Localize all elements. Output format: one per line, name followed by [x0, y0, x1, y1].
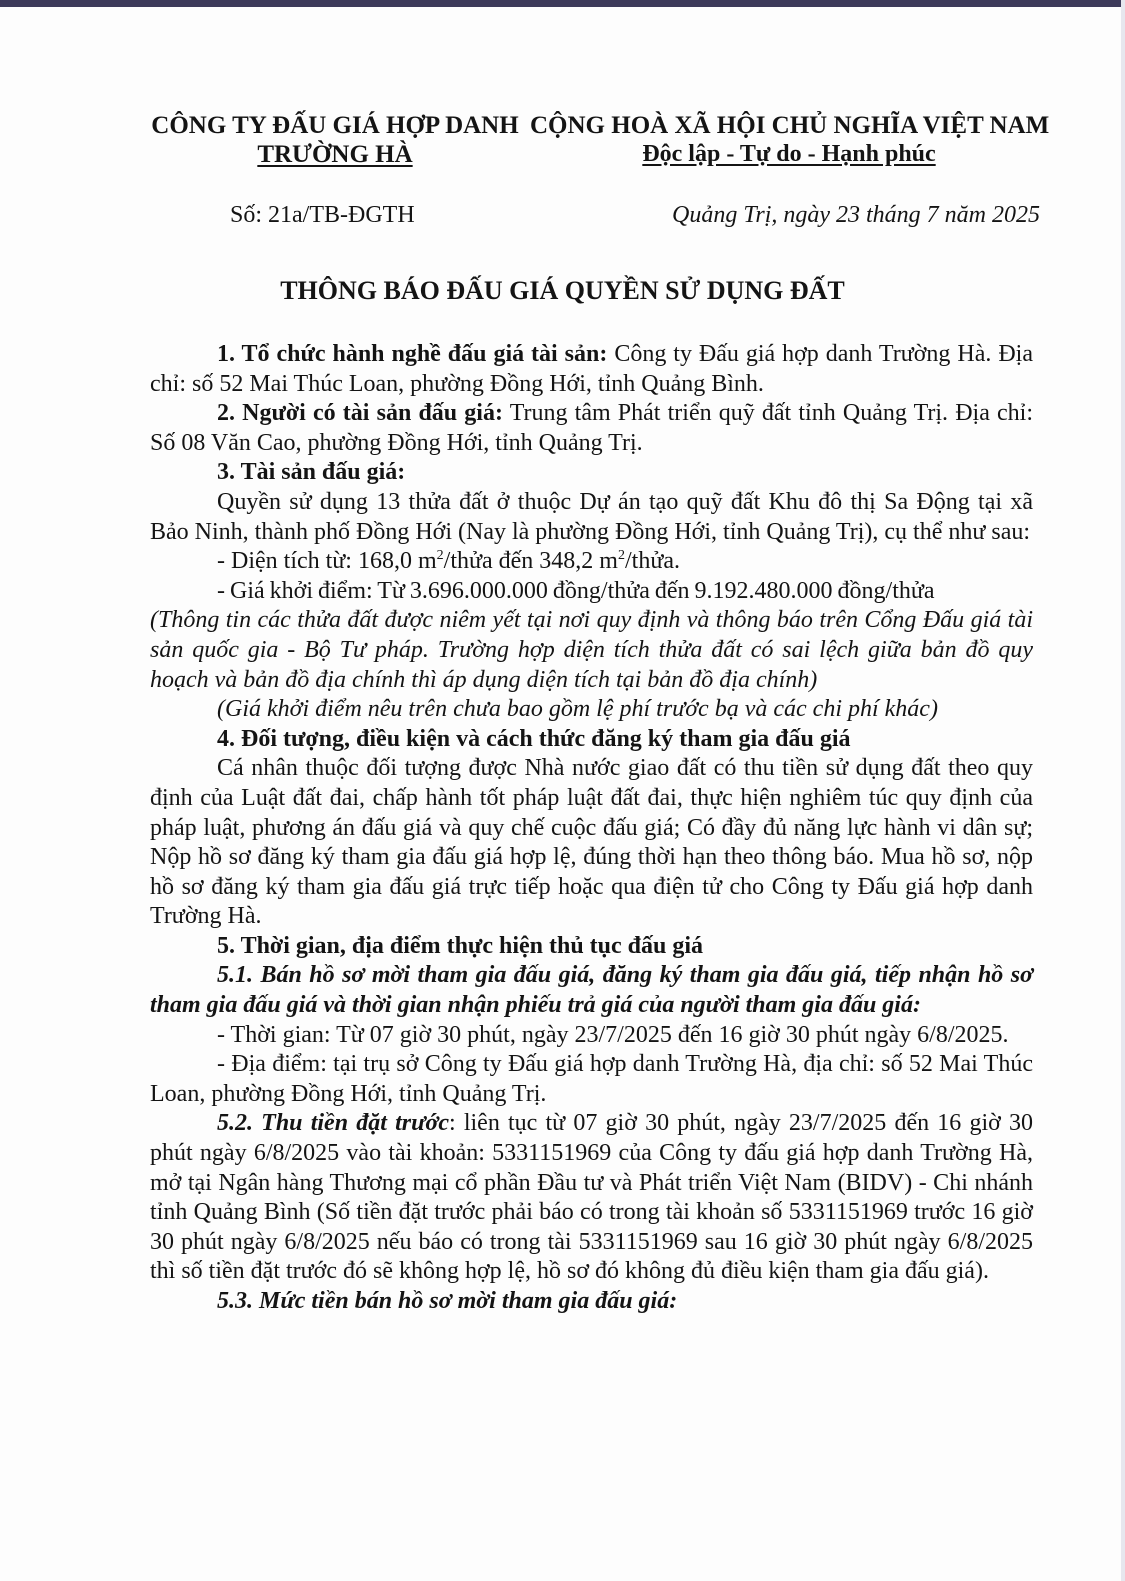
section-4-text: Cá nhân thuộc đối tượng được Nhà nước giao đất có thu tiền sử dụng đất theo quy định của Luật đất đai, chấp hành tốt pháp luật đất đai, thực hiện nghiêm túc quy định của pháp luật, phương án đấu giá và quy chế cuộc đấu giá; Có đầy đủ năng lực hành vi dân sự; Nộp hồ sơ đăng ký tham gia đấu giá hợp lệ, đúng thời hạn theo thông báo. Mua hồ sơ, nộp hồ sơ đăng ký tham gia đấu giá trực tiếp hoặc qua điện tử cho Công ty Đấu giá hợp danh Trường Hà.	[150, 755, 1033, 930]
section-5-label: 5. Thời gian, địa điểm thực hiện thủ tục đấu giá	[217, 932, 704, 959]
section-3-note-2: (Giá khởi điểm nêu trên chưa bao gồm lệ phí trước bạ và các chi phí khác)	[217, 696, 938, 723]
section-5-2-text: : liên tục từ 07 giờ 30 phút, ngày 23/7/2025 đến 16 giờ 30 phút ngày 6/8/2025 vào tài khoản: 5331151969 của Công ty đấu giá hợp danh Trường Hà, mở tại Ngân hàng Thương mại cổ phần Đầu tư và Phát triển Việt Nam (BIDV) - Chi nhánh tỉnh Quảng Bình (Số tiền đặt trước phải báo có trong tài khoản số 5331151969 trước 16 giờ 30 phút ngày 6/8/2025 nếu báo có trong tài 5331151969 sau 16 giờ 30 phút ngày 6/8/2025 thì số tiền đặt trước đó sẽ không hợp lệ, hồ sơ đó không đủ điều kiện tham gia đấu giá).	[150, 1110, 1033, 1285]
section-1	[150, 340, 1033, 399]
section-3-note-1: (Thông tin các thửa đất được niêm yết tại nơi quy định và thông báo trên Cổng Đấu giá tài sản quốc gia - Bộ Tư pháp. Trường hợp diện tích thửa đất có sai lệch giữa bản đồ quy hoạch và bản đồ địa chính thì áp dụng diện tích tại bản đồ địa chính)	[150, 607, 1033, 693]
section-5-1-heading: 5.1. Bán hồ sơ mời tham gia đấu giá, đăng ký tham gia đấu giá, tiếp nhận hồ sơ tham gia đấu giá và thời gian nhận phiếu trả giá của người tham gia đấu giá:	[150, 962, 1033, 1019]
section-5-1-place: - Địa điểm: tại trụ sở Công ty Đấu giá hợp danh Trường Hà, địa chỉ: số 52 Mai Thúc Loan, phường Đồng Hới, tỉnh Quảng Trị.	[150, 1051, 1033, 1107]
area-part-1: - Diện tích từ: 168,0 m	[217, 548, 437, 575]
document-body	[150, 340, 1033, 1317]
area-superscript-2: 2	[617, 548, 625, 564]
section-4-label: 4. Đối tượng, điều kiện và cách thức đăng ký tham gia đấu giá	[217, 725, 851, 752]
section-1-text: Công ty Đấu giá hợp danh Trường Hà. Địa chỉ: số 52 Mai Thúc Loan, phường Đồng Hới, tỉnh Quảng Bình.	[150, 341, 1033, 397]
section-5-heading	[150, 932, 1033, 962]
nation-motto: Độc lập - Tự do - Hạnh phúc	[642, 141, 936, 167]
section-3-area	[150, 547, 1033, 577]
area-part-3: /thửa.	[624, 548, 680, 575]
section-3-price: - Giá khởi điểm: Từ 3.696.000.000 đồng/thửa đến 9.192.480.000 đồng/thửa	[217, 577, 935, 604]
national-motto	[530, 112, 1048, 168]
section-5-3-heading: 5.3. Mức tiền bán hồ sơ mời tham gia đấu giá:	[217, 1288, 678, 1314]
area-superscript-1: 2	[436, 548, 444, 564]
section-4-heading	[150, 725, 1033, 755]
page-title: THÔNG BÁO ĐẤU GIÁ QUYỀN SỬ DỤNG ĐẤT	[280, 276, 845, 305]
area-part-2: /thửa đến 348,2 m	[443, 548, 618, 575]
section-3-label: 3. Tài sản đấu giá:	[217, 459, 406, 486]
nation-name: CỘNG HOÀ XÃ HỘI CHỦ NGHĨA VIỆT NAM	[530, 112, 1050, 139]
section-3-text: Quyền sử dụng 13 thửa đất ở thuộc Dự án tạo quỹ đất Khu đô thị Sa Động tại xã Bảo Ninh, thành phố Đồng Hới (Nay là phường Đồng Hới, tỉnh Quảng Trị), cụ thể như sau:	[150, 488, 1033, 545]
section-5-1-time: - Thời gian: Từ 07 giờ 30 phút, ngày 23/7/2025 đến 16 giờ 30 phút ngày 6/8/2025.	[217, 1021, 1009, 1048]
place-and-date: Quảng Trị, ngày 23 tháng 7 năm 2025	[672, 202, 1041, 228]
section-5-2	[150, 1109, 1033, 1287]
organization-name	[120, 112, 550, 169]
section-1-label: 1. Tổ chức hành nghề đấu giá tài sản:	[217, 341, 608, 367]
document-number: Số: 21a/TB-ĐGTH	[230, 202, 415, 228]
section-3-heading	[150, 458, 1033, 488]
section-2	[150, 399, 1033, 458]
section-5-2-label: 5.2. Thu tiền đặt trước	[217, 1110, 449, 1137]
organization-line-2: TRƯỜNG HÀ	[257, 141, 413, 168]
section-2-text: Trung tâm Phát triển quỹ đất tỉnh Quảng Trị. Địa chỉ: Số 08 Văn Cao, phường Đồng Hới, tỉnh Quảng Trị.	[150, 400, 1033, 456]
section-2-label: 2. Người có tài sản đấu giá:	[217, 400, 503, 427]
organization-line-1: CÔNG TY ĐẤU GIÁ HỢP DANH	[151, 112, 519, 139]
